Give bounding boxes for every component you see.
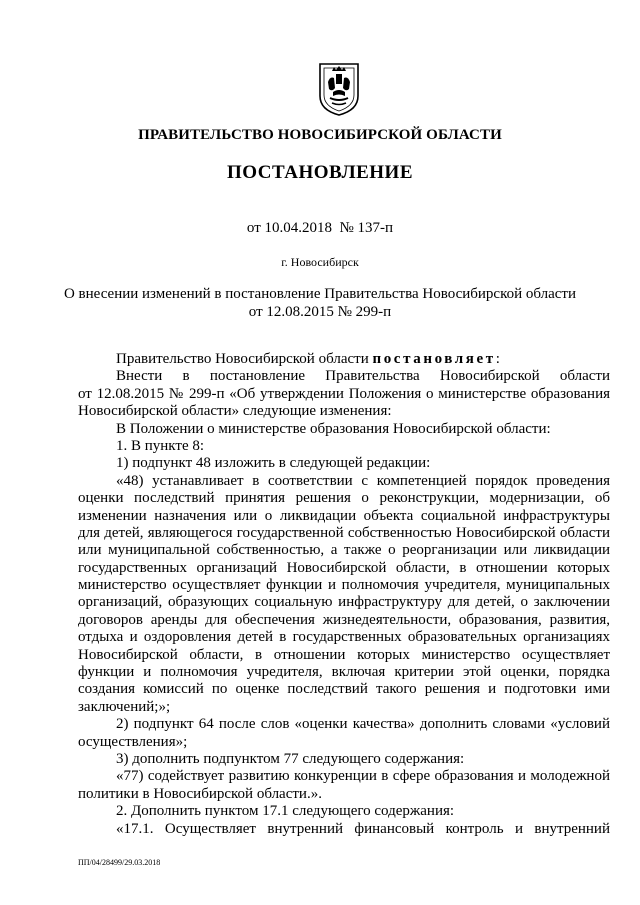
body-line: создания комиссий по оценке последствий такого решения и подготовки ими bbox=[78, 681, 610, 698]
body-line: «17.1. Осуществляет внутренний финансовый контроль и внутренний bbox=[116, 820, 610, 837]
document-city: г. Новосибирск bbox=[281, 255, 359, 269]
body-line: «48) устанавливает в соответствии с компетенцией порядок проведения bbox=[116, 472, 610, 489]
body-line: 2. Дополнить пунктом 17.1 следующего содержания: bbox=[116, 803, 455, 820]
body-line: политики в Новосибирской области.». bbox=[78, 785, 322, 802]
document-body bbox=[78, 351, 610, 838]
document-date-number: от 10.04.2018 № 137-п bbox=[246, 220, 394, 236]
body-line: министерство осуществляет функции и полномочия учредителя, муниципальных bbox=[78, 577, 610, 594]
document-subject bbox=[0, 285, 640, 321]
subject-line-1: О внесении изменений в постановление Правительства Новосибирской области bbox=[63, 286, 577, 302]
body-line: оценки последствий принятия решения о реконструкции, модернизации, об bbox=[78, 490, 610, 507]
body-line: заключений;»; bbox=[78, 698, 171, 715]
intro-prefix: Правительство Новосибирской области bbox=[116, 351, 373, 367]
body-line: или муниципальной собственностью, а также о реорганизации или ликвидации bbox=[78, 542, 610, 559]
coat-of-arms-emblem bbox=[318, 62, 360, 116]
organization-name: ПРАВИТЕЛЬСТВО НОВОСИБИРСКОЙ ОБЛАСТИ bbox=[138, 127, 502, 143]
body-line: Новосибирской области» следующие изменения: bbox=[78, 403, 392, 420]
document-type-title: ПОСТАНОВЛЕНИЕ bbox=[226, 162, 414, 183]
intro-line bbox=[78, 351, 610, 368]
intro-keyword: постановляет bbox=[372, 351, 496, 367]
intro-suffix: : bbox=[495, 351, 500, 367]
subject-line-2: от 12.08.2015 № 299-п bbox=[248, 304, 392, 320]
body-line: Внести в постановление Правительства Новосибирской области bbox=[116, 368, 610, 385]
body-line: В Положении о министерстве образования Новосибирской области: bbox=[116, 420, 551, 437]
body-line: договоров аренды для обеспечения жизнедеятельности, образования, развития, bbox=[78, 611, 610, 628]
body-line: «77) содействует развитию конкуренции в сфере образования и молодежной bbox=[116, 768, 610, 785]
body-line: для детей, являющегося государственной собственностью Новосибирской области bbox=[78, 524, 610, 541]
body-line: 1. В пункте 8: bbox=[116, 437, 205, 454]
body-line: 2) подпункт 64 после слов «оценки качества» дополнить словами «условий bbox=[116, 716, 610, 733]
body-line: изменении назначения или о ликвидации объекта социальной инфраструктуры bbox=[78, 507, 610, 524]
body-line: государственных организаций Новосибирской области, в отношении которых bbox=[78, 559, 610, 576]
body-line: организаций, образующих социальную инфраструктуру для детей, о заключении bbox=[78, 594, 610, 611]
body-line: функции и полномочия учредителя, включая критерии этой оценки, порядка bbox=[78, 664, 610, 681]
body-line: 1) подпункт 48 изложить в следующей редакции: bbox=[116, 455, 431, 472]
body-line: от 12.08.2015 № 299-п «Об утверждении Положения о министерстве образования bbox=[78, 385, 610, 402]
document-footer-code: ПП/04/28499/29.03.2018 bbox=[78, 858, 161, 867]
body-line: 3) дополнить подпунктом 77 следующего содержания: bbox=[116, 750, 465, 767]
body-line: Новосибирской области, в отношении которых министерство осуществляет bbox=[78, 646, 610, 663]
body-line: осуществления»; bbox=[78, 733, 188, 750]
body-line: отдыха и оздоровления детей в государственных образовательных организациях bbox=[78, 629, 610, 646]
